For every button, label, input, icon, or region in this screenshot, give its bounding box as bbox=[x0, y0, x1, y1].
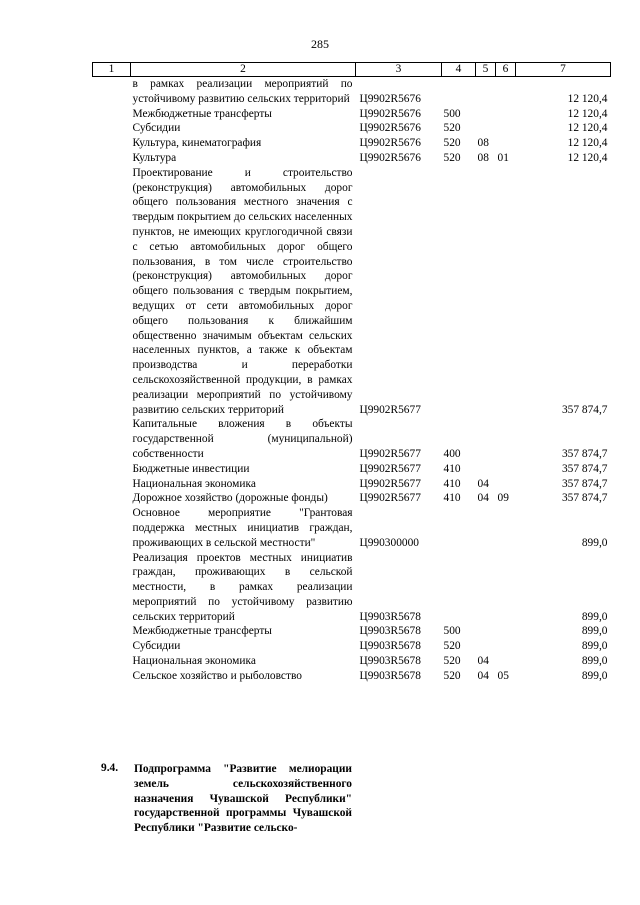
row-expense-type: 520 bbox=[443, 137, 461, 150]
row-name: Основное мероприятие "Грантовая поддержка местных инициатив граждан, проживающих в сельской местности" bbox=[132, 507, 353, 549]
row-amount: 899,0 bbox=[581, 536, 608, 549]
row-code: Ц990300000 bbox=[359, 536, 419, 549]
row-section bbox=[476, 77, 496, 107]
row-code: Ц9903R5678 bbox=[359, 610, 421, 623]
row-section bbox=[476, 506, 496, 550]
row-num bbox=[93, 166, 131, 418]
row-section bbox=[476, 107, 496, 122]
row-expense-type: 500 bbox=[443, 107, 461, 120]
table-row bbox=[93, 77, 611, 107]
row-expense-type bbox=[442, 506, 476, 550]
subprogram-title: Подпрограмма "Развитие мелиорации земель сельскохозяйственного назначения Чувашской Республики" государственной программы Чувашской Республики "Развитие сельско- bbox=[134, 763, 352, 835]
subprogram-number: 9.4. bbox=[101, 762, 119, 774]
row-expense-type: 520 bbox=[443, 151, 461, 164]
row-amount: 12 120,4 bbox=[567, 122, 608, 135]
row-code: Ц9903R5678 bbox=[359, 640, 421, 653]
row-num bbox=[93, 462, 131, 477]
table-row bbox=[93, 151, 611, 166]
table-row bbox=[93, 166, 611, 418]
header-col-3: 3 bbox=[356, 63, 442, 77]
table-row bbox=[93, 121, 611, 136]
row-name: Реализация проектов местных инициатив граждан, проживающих в сельской местности, в рамках реализации мероприятий по устойчивому развитию сельских территорий bbox=[132, 551, 353, 623]
row-amount: 12 120,4 bbox=[567, 137, 608, 150]
header-col-7: 7 bbox=[516, 63, 611, 77]
row-code: Ц9902R5677 bbox=[359, 492, 421, 505]
row-name: Межбюджетные трансферты bbox=[132, 107, 272, 120]
row-amount: 899,0 bbox=[581, 655, 608, 668]
row-subsection bbox=[496, 551, 516, 625]
row-code: Ц9902R5677 bbox=[359, 462, 421, 475]
row-expense-type bbox=[442, 551, 476, 625]
row-amount: 357 874,7 bbox=[561, 462, 608, 475]
row-section bbox=[476, 121, 496, 136]
row-num bbox=[93, 491, 131, 506]
row-num bbox=[93, 417, 131, 461]
row-num bbox=[93, 151, 131, 166]
row-section bbox=[476, 624, 496, 639]
row-num bbox=[93, 639, 131, 654]
row-code: Ц9902R5676 bbox=[359, 92, 421, 105]
row-code: Ц9903R5678 bbox=[359, 655, 421, 668]
row-subsection bbox=[496, 136, 516, 151]
row-num bbox=[93, 654, 131, 669]
row-expense-type: 410 bbox=[443, 462, 461, 475]
table-row bbox=[93, 107, 611, 122]
row-name: Национальная экономика bbox=[132, 477, 256, 490]
row-amount: 899,0 bbox=[581, 669, 608, 682]
row-amount: 899,0 bbox=[581, 610, 608, 623]
row-expense-type: 520 bbox=[443, 669, 461, 682]
row-subsection bbox=[496, 477, 516, 492]
table-row bbox=[93, 462, 611, 477]
table-row bbox=[93, 669, 611, 684]
row-num bbox=[93, 669, 131, 684]
row-name: Национальная экономика bbox=[132, 655, 256, 668]
row-name: Культура bbox=[132, 151, 177, 164]
header-col-4: 4 bbox=[442, 63, 476, 77]
row-code: Ц9902R5676 bbox=[359, 107, 421, 120]
row-code: Ц9902R5677 bbox=[359, 403, 421, 416]
table-row bbox=[93, 491, 611, 506]
row-expense-type: 410 bbox=[443, 477, 461, 490]
row-name: Бюджетные инвестиции bbox=[132, 462, 250, 475]
row-expense-type: 410 bbox=[443, 492, 461, 505]
row-section: 08 bbox=[477, 151, 489, 164]
row-section bbox=[476, 551, 496, 625]
row-name: Межбюджетные трансферты bbox=[132, 625, 272, 638]
table-row bbox=[93, 639, 611, 654]
row-code: Ц9902R5676 bbox=[359, 137, 421, 150]
row-num bbox=[93, 107, 131, 122]
row-section bbox=[476, 639, 496, 654]
row-subsection bbox=[496, 166, 516, 418]
row-expense-type: 520 bbox=[443, 655, 461, 668]
table-row bbox=[93, 136, 611, 151]
row-code: Ц9902R5677 bbox=[359, 477, 421, 490]
row-amount: 12 120,4 bbox=[567, 92, 608, 105]
row-num bbox=[93, 506, 131, 550]
table-header bbox=[93, 63, 611, 77]
row-amount: 12 120,4 bbox=[567, 151, 608, 164]
row-subsection bbox=[496, 654, 516, 669]
table-row bbox=[93, 654, 611, 669]
row-amount: 357 874,7 bbox=[561, 447, 608, 460]
row-subsection bbox=[496, 77, 516, 107]
row-num bbox=[93, 77, 131, 107]
row-name: Культура, кинематография bbox=[132, 137, 262, 150]
row-subsection: 09 bbox=[497, 492, 509, 505]
row-num bbox=[93, 121, 131, 136]
header-col-5: 5 bbox=[476, 63, 496, 77]
row-expense-type: 520 bbox=[443, 640, 461, 653]
row-subsection: 05 bbox=[497, 669, 509, 682]
table-row bbox=[93, 477, 611, 492]
row-section bbox=[476, 417, 496, 461]
table-body bbox=[93, 77, 611, 684]
row-section: 08 bbox=[477, 137, 489, 150]
row-section: 04 bbox=[477, 655, 489, 668]
table-row bbox=[93, 624, 611, 639]
row-amount: 12 120,4 bbox=[567, 107, 608, 120]
row-name: Сельское хозяйство и рыболовство bbox=[132, 669, 302, 682]
row-name: Субсидии bbox=[132, 122, 181, 135]
row-expense-type: 500 bbox=[443, 625, 461, 638]
row-num bbox=[93, 551, 131, 625]
row-amount: 899,0 bbox=[581, 640, 608, 653]
row-section: 04 bbox=[477, 669, 489, 682]
row-code: Ц9902R5676 bbox=[359, 151, 421, 164]
row-amount: 357 874,7 bbox=[561, 492, 608, 505]
budget-table bbox=[92, 62, 611, 684]
row-section bbox=[476, 462, 496, 477]
header-col-2: 2 bbox=[131, 63, 356, 77]
row-code: Ц9902R5676 bbox=[359, 122, 421, 135]
header-col-1: 1 bbox=[93, 63, 131, 77]
row-subsection bbox=[496, 121, 516, 136]
row-code: Ц9902R5677 bbox=[359, 447, 421, 460]
row-subsection bbox=[496, 624, 516, 639]
row-num bbox=[93, 624, 131, 639]
row-subsection bbox=[496, 417, 516, 461]
row-num bbox=[93, 477, 131, 492]
row-subsection bbox=[496, 462, 516, 477]
row-amount: 899,0 bbox=[581, 625, 608, 638]
row-code: Ц9903R5678 bbox=[359, 669, 421, 682]
row-subsection bbox=[496, 107, 516, 122]
table-row bbox=[93, 417, 611, 461]
row-num bbox=[93, 136, 131, 151]
row-subsection bbox=[496, 506, 516, 550]
row-code: Ц9903R5678 bbox=[359, 625, 421, 638]
row-name: Субсидии bbox=[132, 640, 181, 653]
header-col-6: 6 bbox=[496, 63, 516, 77]
row-name: Дорожное хозяйство (дорожные фонды) bbox=[132, 492, 328, 505]
table-row bbox=[93, 551, 611, 625]
row-section: 04 bbox=[477, 492, 489, 505]
row-subsection bbox=[496, 639, 516, 654]
table-row bbox=[93, 506, 611, 550]
row-subsection: 01 bbox=[497, 151, 509, 164]
row-name: в рамках реализации мероприятий по устойчивому развитию сельских территорий bbox=[132, 78, 353, 105]
row-amount: 357 874,7 bbox=[561, 477, 608, 490]
row-section bbox=[476, 166, 496, 418]
row-expense-type bbox=[442, 77, 476, 107]
row-expense-type: 400 bbox=[443, 447, 461, 460]
page-number: 285 bbox=[311, 37, 329, 51]
row-expense-type: 520 bbox=[443, 122, 461, 135]
row-name: Проектирование и строительство (реконструкция) автомобильных дорог общего пользования местного значения с твердым покрытием до сельских населенных пунктов, не имеющих круглогодичной связи с сетью автомобильных дорог общего пользования, в том числе строительство (реконструкция) автомобильных дорог общего пользования с твердым покрытием, ведущих от сети автомобильных дорог общего пользования к ближайшим общественно значимым объектам сельских населенных пунктов, а также к объектам производства и переработки сельскохозяйственной продукции, в рамках реализации мероприятий по устойчивому развитию сельских территорий bbox=[132, 166, 353, 416]
row-expense-type bbox=[442, 166, 476, 418]
row-section: 04 bbox=[477, 477, 489, 490]
row-amount: 357 874,7 bbox=[561, 403, 608, 416]
row-name: Капитальные вложения в объекты государственной (муниципальной) собственности bbox=[132, 418, 353, 460]
